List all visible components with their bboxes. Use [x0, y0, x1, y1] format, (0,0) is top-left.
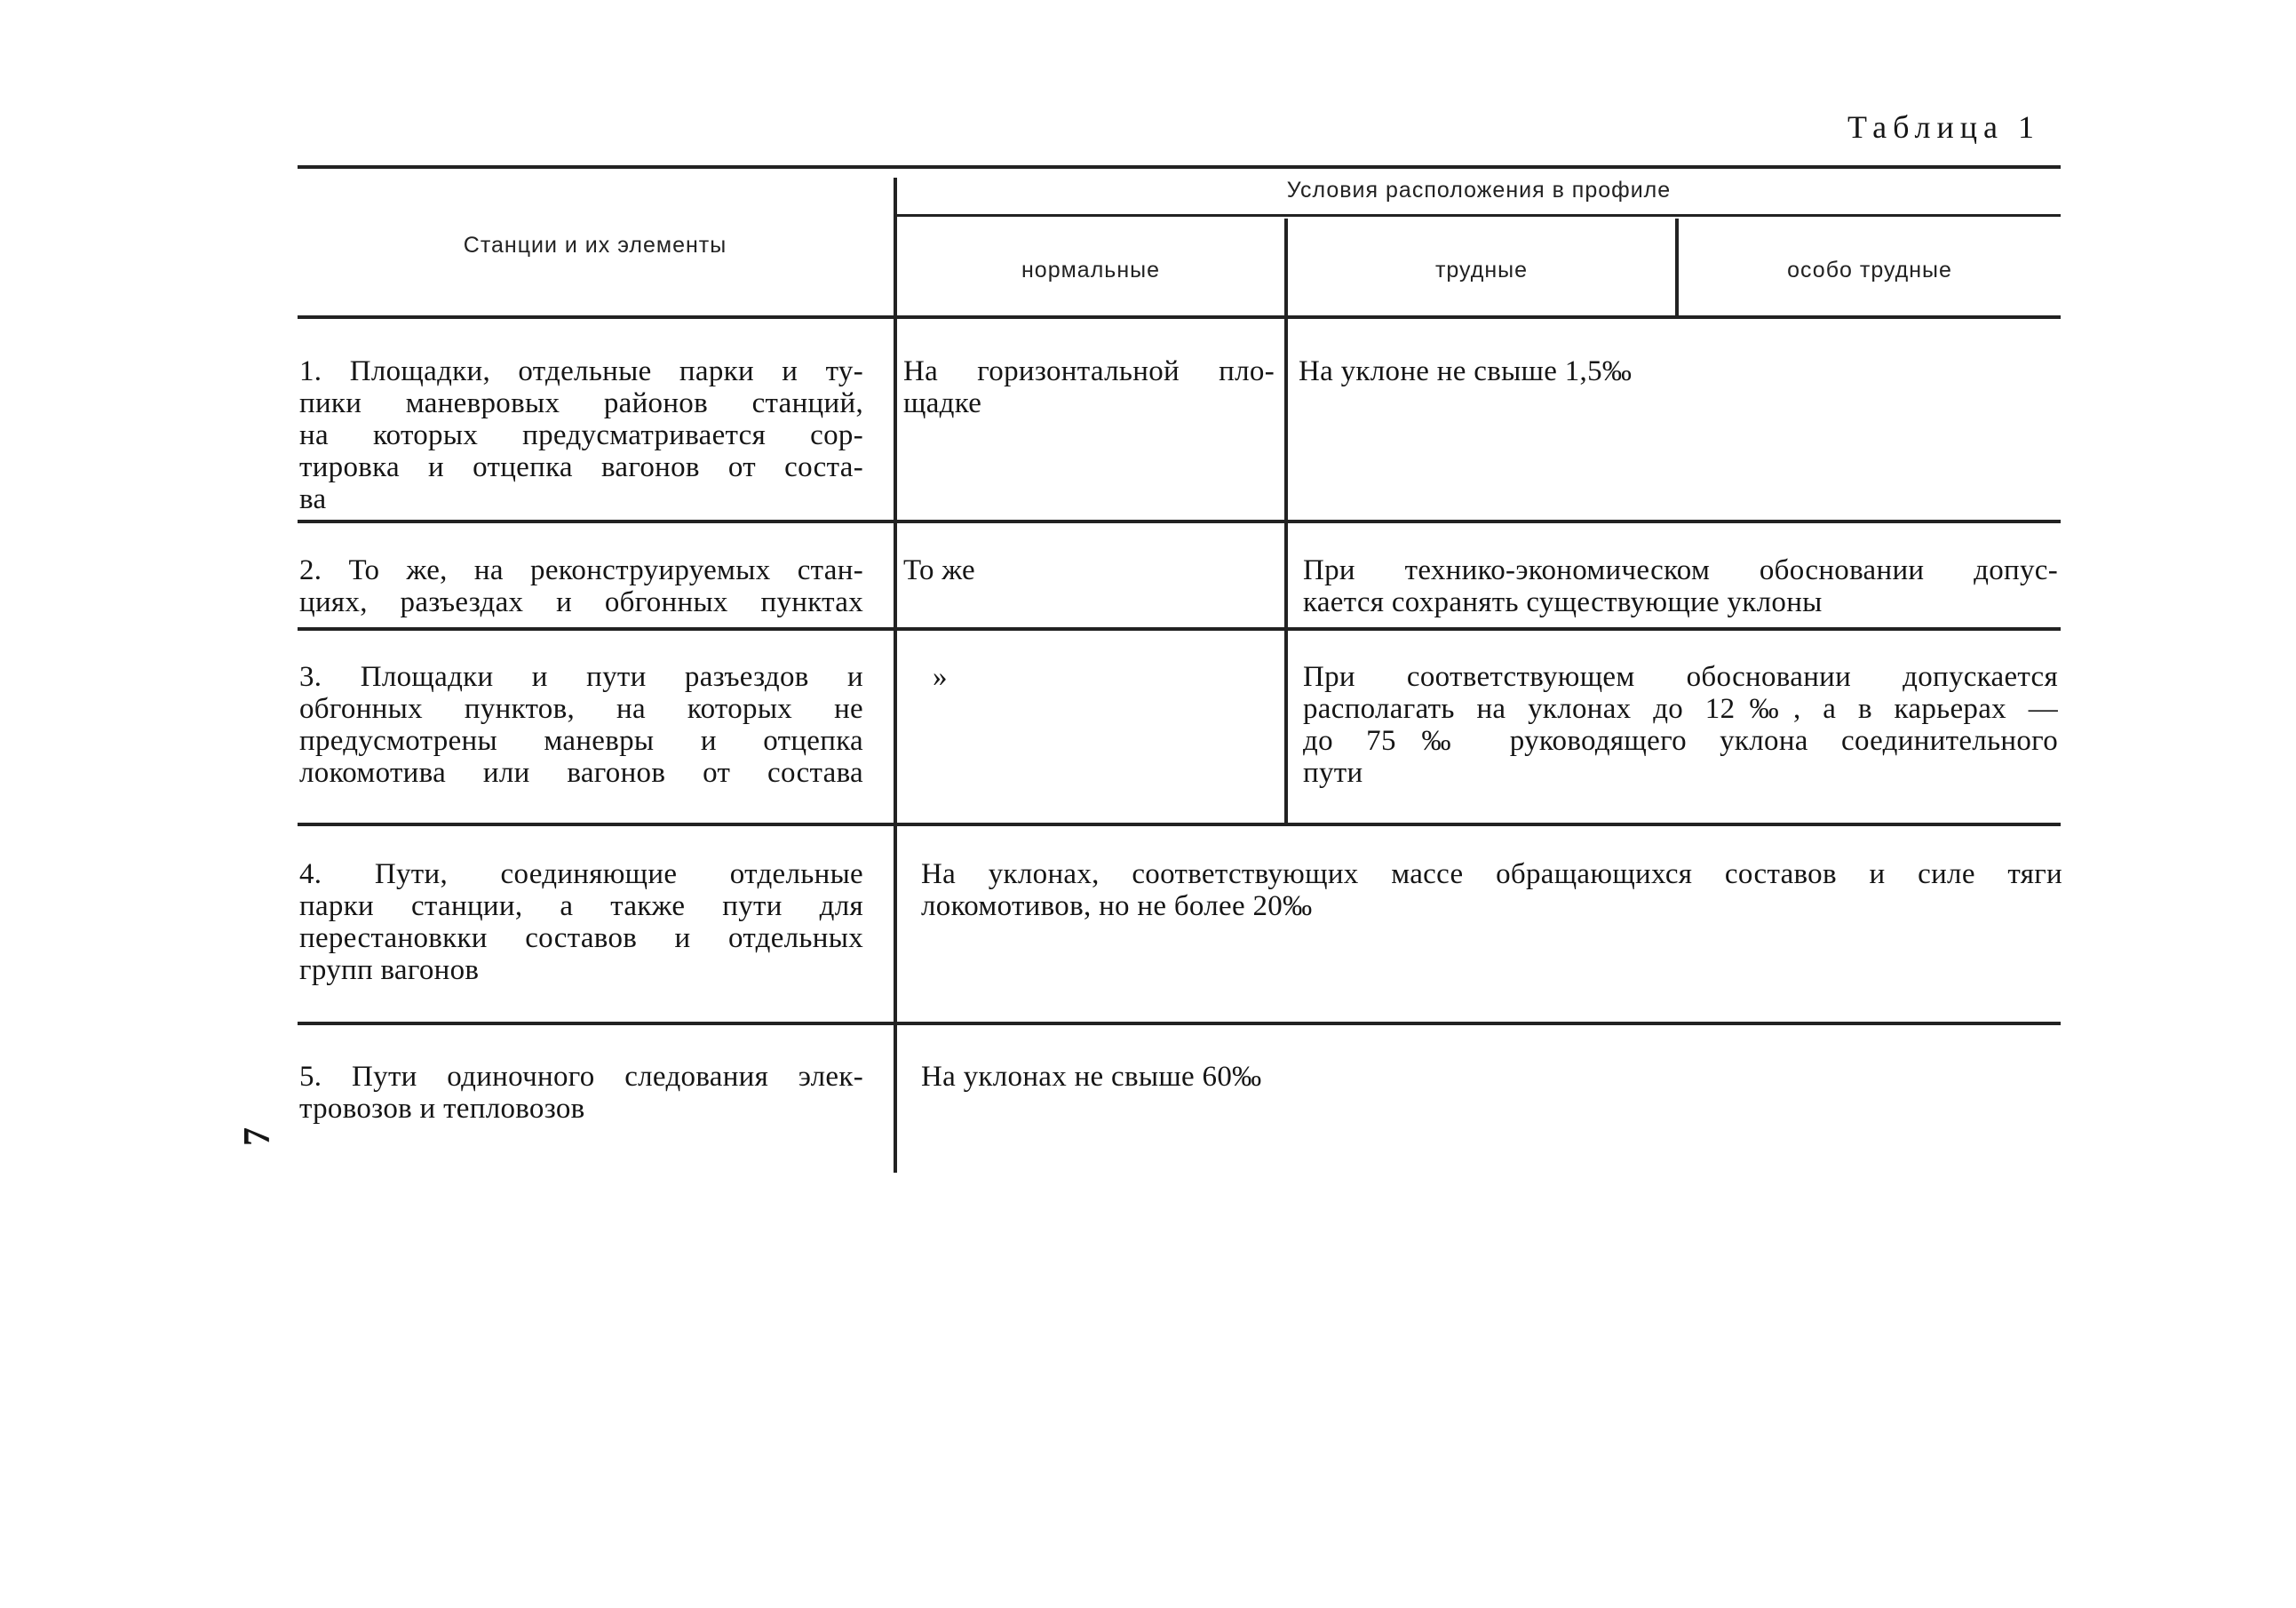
- row-2-difficult: [1303, 554, 2058, 618]
- row-1-normal-line: щадке: [903, 387, 982, 419]
- row-5-element: [299, 1061, 863, 1125]
- row-rule-4: [298, 1022, 2061, 1025]
- row-rule-1: [298, 520, 2061, 523]
- table-title: Таблица 1: [1847, 109, 2040, 145]
- col-divider-normal: [1284, 219, 1288, 823]
- row-4-element-line: парки станции, а также пути для: [299, 890, 863, 922]
- row-3-element-line: предусмотрены маневры и отцепка: [299, 725, 863, 757]
- group-header-rule: [897, 214, 2061, 217]
- row-1-element-line: 1. Площадки, отдельные парки и ту-: [299, 355, 863, 387]
- row-3-difficult-line: пути: [1303, 757, 1363, 789]
- row-1-normal: [903, 355, 1275, 419]
- row-rule-2: [298, 627, 2061, 631]
- row-4-conditions: [921, 858, 2062, 922]
- row-1-normal-line: На горизонтальной пло-: [903, 355, 1275, 387]
- row-4-conditions-line: На уклонах, соответствующих массе обращающихся составов и силе тяги: [921, 858, 2062, 890]
- row-1-element: [299, 355, 863, 515]
- row-2-difficult-line: При технико-экономическом обосновании допус-: [1303, 554, 2058, 586]
- row-3-difficult-line: до 75‰ руководящего уклона соединительного: [1303, 725, 2058, 757]
- row-2-difficult-line: кается сохранять существующие уклоны: [1303, 586, 1823, 618]
- row-4-element-line: перестановкки составов и отдельных: [299, 922, 863, 954]
- header-group-title: Условия расположения в профиле: [1286, 178, 1672, 203]
- header-stations: Станции и их элементы: [463, 233, 727, 258]
- row-1-element-line: пики маневровых районов станций,: [299, 387, 863, 419]
- header-normal: нормальные: [1021, 258, 1160, 283]
- row-3-difficult-line: располагать на уклонах до 12‰, а в карьерах —: [1303, 693, 2058, 725]
- row-4-conditions-line: локомотивов, но не более 20‰: [921, 890, 1313, 922]
- row-4-element-line: 4. Пути, соединяющие отдельные: [299, 858, 863, 890]
- page-number: 7: [237, 1127, 278, 1146]
- row-5-element-line: 5. Пути одиночного следования элек-: [299, 1061, 863, 1093]
- row-3-element-line: обгонных пунктов, на которых не: [299, 693, 863, 725]
- row-1-element-line: на которых предусматривается сор-: [299, 419, 863, 451]
- row-2-normal: То же: [903, 554, 975, 586]
- row-2-element: [299, 554, 863, 618]
- row-1-element-line: тировка и отцепка вагонов от соста-: [299, 451, 863, 483]
- header-bottom-rule: [298, 315, 2061, 319]
- row-2-element-line: циях, разъездах и обгонных пунктах: [299, 586, 863, 618]
- header-difficult: трудные: [1434, 258, 1528, 283]
- col-divider-stations: [894, 178, 897, 1173]
- row-4-element-line: групп вагонов: [299, 954, 480, 986]
- row-2-element-line: 2. То же, на реконструируемых стан-: [299, 554, 863, 586]
- row-5-conditions: На уклонах не свыше 60‰: [921, 1061, 1262, 1093]
- row-3-difficult: [1303, 661, 2058, 789]
- row-1-element-line: ва: [299, 483, 327, 515]
- row-3-element: [299, 661, 863, 789]
- row-3-element-line: локомотива или вагонов от состава: [299, 757, 863, 789]
- row-4-element: [299, 858, 863, 986]
- row-3-difficult-line: При соответствующем обосновании допускается: [1303, 661, 2058, 693]
- top-rule: [298, 165, 2061, 169]
- header-very-difficult: особо трудные: [1787, 258, 1952, 283]
- row-1-difficult: На уклоне не свыше 1,5‰: [1299, 355, 1633, 387]
- row-3-normal: »: [933, 661, 948, 693]
- row-3-element-line: 3. Площадки и пути разъездов и: [299, 661, 863, 693]
- row-rule-3: [298, 823, 2061, 826]
- row-5-element-line: тровозов и тепловозов: [299, 1093, 585, 1125]
